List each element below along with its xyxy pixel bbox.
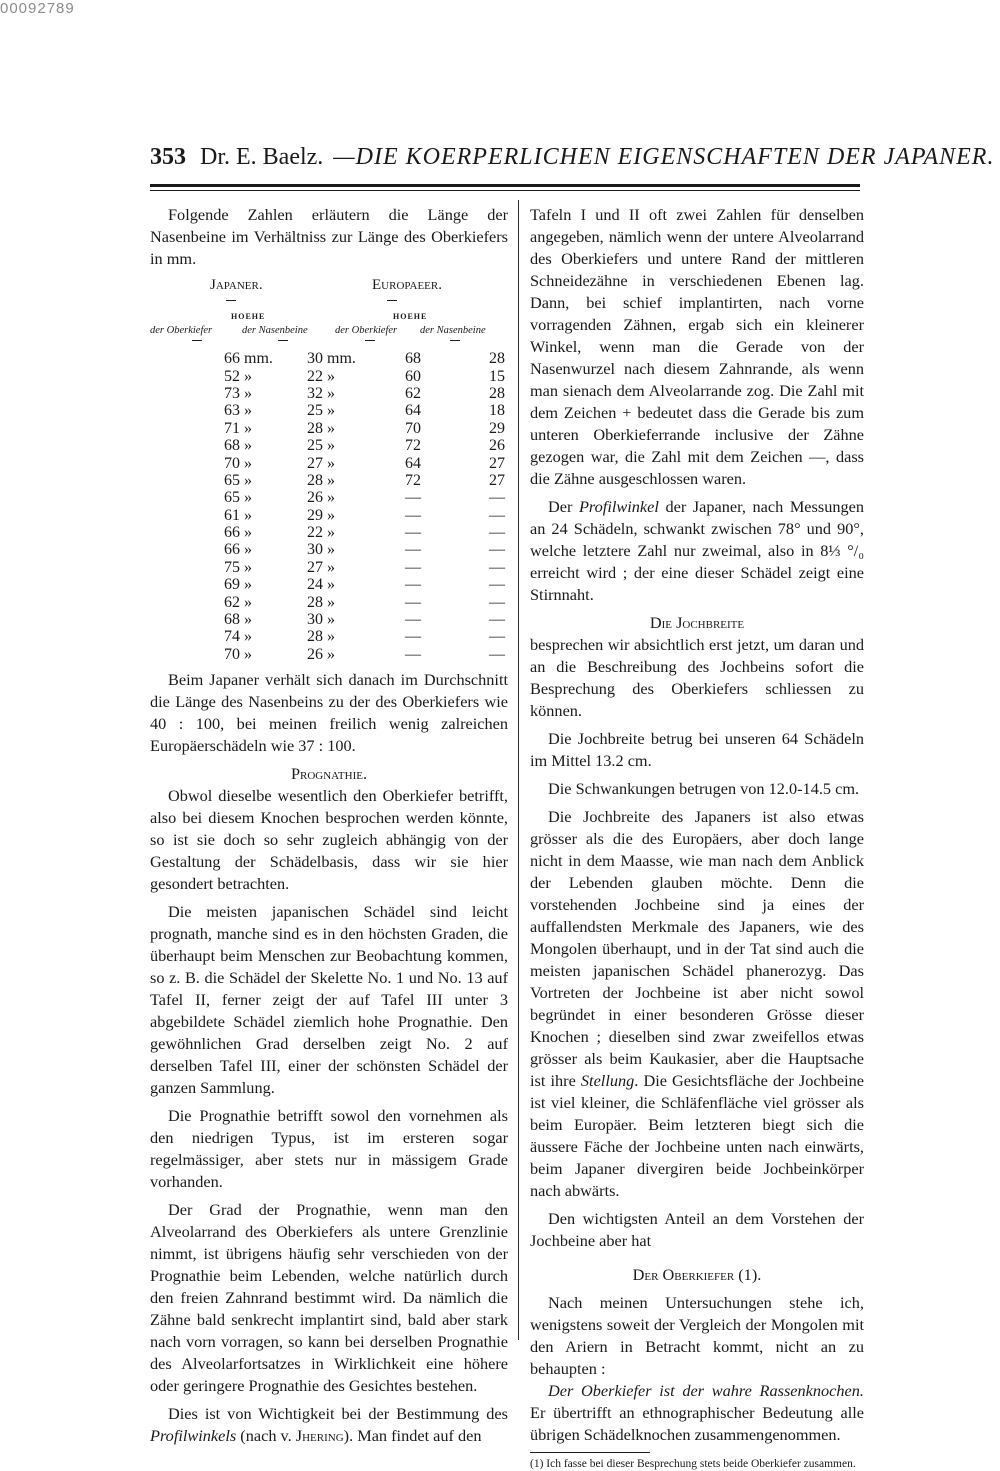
table-cell: — [405, 506, 421, 524]
table-cell: — [489, 645, 505, 663]
emphasis: Stellung [580, 1071, 635, 1090]
paragraph: Der Grad der Prognathie, wenn man den Alveolarrand des Oberkiefers als untere Grenzlinie nimmt, ist übrigens häufig sehr verschieden von der Prognathie beim Lebenden, welche natürlich durch den freien Zahnrand bestimmt wird. Da nämlich die Zähne bald senkrecht implantirt sind, bald aber stark nach vorn vorragen, so kann bei derselben Prognathie des Alveolarfortsatzes in Wirklichkeit eine höhere oder geringere Prognathie des Gesichtes bestehen. [150, 1200, 508, 1396]
table-cell: 28 [307, 471, 323, 489]
table-cell: — [405, 489, 421, 507]
table-cell: — [405, 645, 421, 663]
table-cell: » [244, 489, 252, 507]
dash-mark [278, 340, 288, 341]
table-cell: — [489, 524, 505, 542]
table-cell: 61 [224, 506, 240, 524]
table-header [150, 270, 508, 370]
table-row [190, 646, 505, 663]
table-cell: » [244, 611, 252, 629]
table-cell: 75 [224, 558, 240, 576]
table-cell: 66 [224, 524, 240, 542]
table-cell: 26 [307, 489, 323, 507]
table-cell: 26 [489, 437, 505, 455]
table-cell: 64 [405, 402, 421, 420]
table-cell: » [244, 384, 252, 402]
table-cell: 28 [307, 419, 323, 437]
table-row [190, 576, 505, 593]
text-run: . Die Gesichtsfläche der Jochbeine ist viel kleiner, die Schläfenfläche viel grösser als beim Europäer. Beim letzteren biegt sich die äussere Fäche der Jochbeine unten nach einwärts, beim Japaner divergiren beide Jochbeinkörper nach abwärts. [530, 1071, 864, 1200]
table-cell: 68 [405, 350, 421, 368]
table-cell: » [327, 454, 335, 472]
text-run: ). Man findet auf den [343, 1426, 482, 1446]
table-cell: 64 [405, 454, 421, 472]
table-cell: — [405, 611, 421, 629]
table-cell: » [244, 419, 252, 437]
table-cell: 27 [307, 558, 323, 576]
paragraph: Die Schwankungen betrugen von 12.0-14.5 cm. [548, 779, 860, 798]
table-cell: 52 [224, 367, 240, 385]
footnote-rule [530, 1452, 650, 1453]
table-cell: 27 [489, 454, 505, 472]
table-cell: 72 [405, 437, 421, 455]
table-cell: — [489, 593, 505, 611]
dash-mark [387, 300, 397, 301]
table-row [190, 559, 505, 576]
table-cell: » [327, 367, 335, 385]
table-cell: » [244, 541, 252, 559]
intro-paragraph: Folgende Zahlen erläutern die Länge der Nasenbeine im Verhältniss zur Länge des Oberkiefers in mm. [150, 205, 508, 268]
table-row [190, 524, 505, 541]
paragraph: Die Jochbreite betrug bei unseren 64 Schädeln im Mittel 13.2 cm. [530, 729, 864, 770]
paragraph [530, 496, 864, 606]
dash-mark [365, 340, 375, 341]
table-cell: 65 [224, 489, 240, 507]
table-cell: » [327, 593, 335, 611]
table-cell: — [489, 541, 505, 559]
section-heading-oberkiefer: Der Oberkiefer (1). [632, 1265, 762, 1284]
table-cell: 30 [307, 541, 323, 559]
table-cell: 70 [405, 419, 421, 437]
table-cell: 27 [307, 454, 323, 472]
table-cell: — [405, 576, 421, 594]
table-cell: — [489, 558, 505, 576]
table-row [190, 385, 505, 402]
table-cell: mm. [244, 350, 273, 368]
text-run: Er übertrifft an ethnographischer Bedeutung alle übrigen Schädelknochen zusammengenommen. [530, 1403, 864, 1444]
name-smallcaps: Jhering [295, 1426, 344, 1446]
table-row [190, 437, 505, 454]
table-cell: 28 [307, 628, 323, 646]
table-cell: » [244, 506, 252, 524]
table-cell: 22 [307, 524, 323, 542]
table-cell: 62 [405, 384, 421, 402]
text-run: Dies ist von Wichtigkeit bei der Bestimmung des [168, 1404, 508, 1424]
paragraph: Obwol dieselbe wesentlich den Oberkiefer betrifft, also bei diesem Knochen besprochen werden könnte, so ist sie doch so sehr zugleich abhängig von der Gestaltung der Schädelbasis, dass wir sie hier gesondert betrachten. [150, 786, 508, 894]
table-cell: — [489, 611, 505, 629]
emphasis: Der Oberkiefer ist der wahre Rassenknochen. [548, 1381, 864, 1400]
table-cell: 70 [224, 454, 240, 472]
table-cell: 71 [224, 419, 240, 437]
left-column [150, 204, 508, 1447]
header-rule-thick [150, 184, 860, 187]
table-cell: 29 [307, 506, 323, 524]
sub-nasenbeine: der Nasenbeine [420, 325, 486, 336]
group-europaeer: Europaeer. [372, 277, 442, 293]
table-cell: » [327, 524, 335, 542]
paragraph: Die Prognathie betrifft sowol den vornehmen als den niedrigen Typus, ist im ersteren sogar regelmässiger, aber stets nur in mässigem Grade vorhanden. [150, 1106, 508, 1192]
table-cell: — [405, 593, 421, 611]
sub-oberkiefer: der Oberkiefer [150, 325, 213, 336]
table-cell: » [327, 558, 335, 576]
table-cell: 18 [489, 402, 505, 420]
table-cell: » [327, 384, 335, 402]
paragraph [530, 806, 864, 1202]
table-cell: » [327, 645, 335, 663]
footnote: (1) Ich fasse bei dieser Besprechung stets beide Oberkiefer zusammen. [530, 1458, 856, 1470]
table-cell: » [244, 593, 252, 611]
table-cell: » [327, 576, 335, 594]
measurement-table [190, 350, 505, 663]
table-cell: » [244, 645, 252, 663]
table-cell: 65 [224, 471, 240, 489]
table-cell: 28 [489, 384, 505, 402]
dash-mark [226, 300, 236, 301]
table-cell: 26 [307, 645, 323, 663]
text-run: Die Jochbreite des Japaners ist also etwas grösser als die des Europäers, aber doch lange nicht in dem Maasse, wie man nach dem Anblick der Lebenden glauben möchte. Denn die vorstehenden Jochbeine sind ja eines der auffallendsten Merkmale des Japaners, wie des Mongolen überhaupt, und in der Tat sind auch die meisten japanischen Schädel phanerozyg. Das Vortreten der Jochbeine ist aber nicht sowol begründet in einer besonderen Grösse dieser Knochen ; dieselben sind zwar zweifellos etwas grösser als beim Kaukasier, aber die Hauptsache ist ihre [530, 807, 864, 1090]
table-cell: mm. [327, 350, 356, 368]
table-row [190, 628, 505, 645]
table-cell: » [244, 402, 252, 420]
text-run: der Japaner, nach Messungen an 24 Schädeln, schwankt zwischen 78° und 90°, welche letztere Zahl nur zweimal, also in 8⅓ °/₀ erreicht wird ; der eine dieser Schädel zeigt eine Stirnnaht. [530, 497, 864, 604]
table-cell: » [327, 628, 335, 646]
table-cell: — [405, 628, 421, 646]
table-cell: 74 [224, 628, 240, 646]
table-cell: 28 [489, 350, 505, 368]
group-japaner: Japaner. [210, 277, 263, 293]
emphasis: Profilwinkel [578, 497, 659, 516]
table-cell: » [244, 628, 252, 646]
paragraph [530, 1380, 864, 1446]
running-header [150, 144, 995, 171]
table-cell: 66 [224, 350, 240, 368]
table-cell: — [489, 628, 505, 646]
dash-mark [450, 340, 460, 341]
header-rule-thin [150, 190, 860, 191]
table-row [190, 489, 505, 506]
table-row [190, 454, 505, 471]
archive-stamp: 00092789 [0, 0, 75, 17]
hoehe-label: HOEHE [231, 312, 266, 321]
right-column [530, 204, 864, 1471]
paragraph: Nach meinen Untersuchungen stehe ich, wenigstens soweit der Vergleich der Mongolen mit den Ariern in Betracht kommt, nicht an zu behaupten : [530, 1293, 864, 1378]
table-cell: — [489, 506, 505, 524]
text-run: Der [548, 497, 579, 516]
table-cell: 63 [224, 402, 240, 420]
sub-nasenbeine: der Nasenbeine [242, 325, 308, 336]
table-row [190, 593, 505, 610]
table-cell: 29 [489, 419, 505, 437]
table-row [190, 420, 505, 437]
table-row [190, 402, 505, 419]
paragraph: besprechen wir absichtlich erst jetzt, um daran und an die Beschreibung des Jochbeins sofort die Besprechung des Oberkiefers schliessen zu können. [530, 635, 864, 720]
table-cell: » [244, 454, 252, 472]
table-cell: 62 [224, 593, 240, 611]
table-cell: 73 [224, 384, 240, 402]
table-cell: 15 [489, 367, 505, 385]
running-title: —DIE KOERPERLICHEN EIGENSCHAFTEN DER JAPANER. [333, 144, 995, 170]
page-number: 353 [150, 144, 186, 170]
table-cell: — [489, 576, 505, 594]
table-row [190, 541, 505, 558]
sub-oberkiefer: der Oberkiefer [335, 325, 398, 336]
dash-mark [192, 340, 202, 341]
table-row [190, 507, 505, 524]
table-cell: 72 [405, 471, 421, 489]
table-row [190, 611, 505, 628]
hoehe-label: HOEHE [393, 312, 428, 321]
table-row [190, 472, 505, 489]
table-cell: » [327, 402, 335, 420]
table-cell: 28 [307, 593, 323, 611]
table-cell: » [327, 506, 335, 524]
table-cell: — [489, 489, 505, 507]
table-cell: » [244, 367, 252, 385]
paragraph [150, 1403, 508, 1447]
column-divider [518, 200, 519, 1340]
section-heading-jochbreite: Die Jochbreite [649, 613, 745, 632]
table-cell: » [327, 419, 335, 437]
table-cell: 66 [224, 541, 240, 559]
table-cell: » [327, 611, 335, 629]
table-cell: 68 [224, 437, 240, 455]
table-cell: 69 [224, 576, 240, 594]
section-heading-prognathie: Prognathie. [290, 764, 368, 784]
paragraph: Den wichtigsten Anteil an dem Vorstehen der Jochbeine aber hat [530, 1209, 864, 1250]
paragraph: Beim Japaner verhält sich danach im Durchschnitt die Länge des Nasenbeins zu der des Oberkiefers wie 40 : 100, bei meinen freilich wenig zalreichen Europäerschädeln wie 37 : 100. [150, 670, 508, 756]
table-cell: 70 [224, 645, 240, 663]
table-cell: 30 [307, 350, 323, 368]
table-cell: » [327, 437, 335, 455]
table-cell: 32 [307, 384, 323, 402]
table-cell: 68 [224, 611, 240, 629]
table-cell: 25 [307, 437, 323, 455]
table-cell: 22 [307, 367, 323, 385]
table-cell: — [405, 541, 421, 559]
table-cell: — [405, 558, 421, 576]
text-run: (nach v. [236, 1426, 296, 1446]
table-cell: 25 [307, 402, 323, 420]
table-cell: » [327, 541, 335, 559]
table-cell: » [244, 524, 252, 542]
table-cell: » [327, 471, 335, 489]
paragraph: Tafeln I und II oft zwei Zahlen für denselben angegeben, nämlich wenn der untere Alveolarrand des Oberkiefers und untere Rand der mittleren Schneidezähne in verschiedenen Ebenen lag. Dann, bei schief implantirten, nach vorne vorragenden Zähnen, ergab sich ein kleinerer Winkel, wenn man die Gerade von der Nasenwurzel nach diesem Zahnrande, als wenn man sienach dem Alveolarrande zog. Die Zahl mit dem Zeichen + bedeutet dass die Gerade bis zum unteren Oberkieferrande inclusive der Zähne gezogen war, die Zahl mit dem Zeichen —, dass die Zähne ausgeschlossen waren. [530, 205, 864, 488]
table-cell: 27 [489, 471, 505, 489]
table-cell: 30 [307, 611, 323, 629]
table-cell: » [244, 558, 252, 576]
table-cell: » [244, 471, 252, 489]
author-name: Dr. E. Baelz. [200, 144, 324, 170]
table-cell: » [327, 489, 335, 507]
table-cell: — [405, 524, 421, 542]
table-cell: 60 [405, 367, 421, 385]
table-cell: » [244, 437, 252, 455]
emphasis: Profilwinkels [150, 1426, 237, 1446]
table-cell: » [244, 576, 252, 594]
paragraph: Die meisten japanischen Schädel sind leicht prognath, manche sind es in den höchsten Graden, die überhaupt beim Menschen zur Beobachtung kommen, so z. B. die Schädel der Skelette No. 1 und No. 13 auf Tafel II, ferner zeigt der auf Tafel III unter 3 abgebildete Schädel ziemlich hohe Prognathie. Den gewöhnlichen Grad derselben zeigt No. 2 auf derselben Tafel III, einer der schönsten Schädel der ganzen Sammlung. [150, 902, 508, 1098]
table-cell: 24 [307, 576, 323, 594]
